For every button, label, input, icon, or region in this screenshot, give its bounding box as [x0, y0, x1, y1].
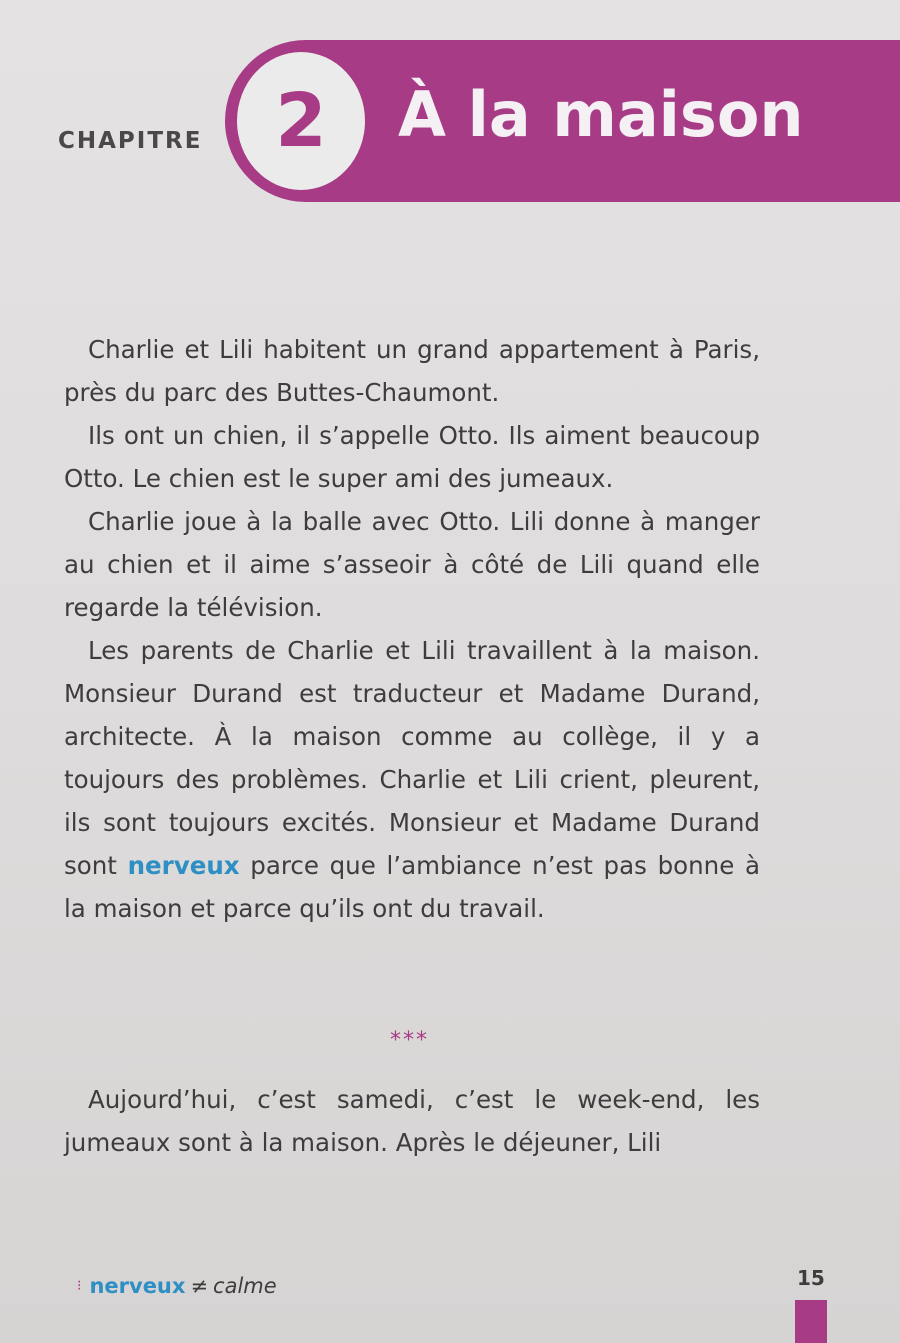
footnote-marker-icon: ⁝	[77, 1278, 82, 1294]
page-number: 15	[797, 1266, 825, 1290]
page-edge-tab	[795, 1300, 827, 1343]
not-equal-symbol: ≠	[190, 1274, 209, 1298]
vocabulary-footnote	[77, 1274, 277, 1298]
footnote-word: nerveux	[89, 1274, 186, 1298]
paragraph-3: Charlie joue à la balle avec Otto. Lili donne à manger au chien et il aime s’asseoir à côté de Lili quand elle regarde la télévision.	[64, 507, 760, 622]
chapter-label: CHAPITRE	[58, 128, 203, 154]
footnote-opposite: calme	[213, 1274, 277, 1298]
paragraph-1: Charlie et Lili habitent un grand appartement à Paris, près du parc des Buttes-Chaumont.	[64, 335, 760, 407]
vocabulary-highlight: nerveux	[127, 851, 240, 880]
body-text-main	[64, 328, 760, 930]
paragraph-4-start: Les parents de Charlie et Lili travaillent à la maison. Monsieur Durand est traducteur et Madame Durand, architecte. À la maison comme au collège, il y a toujours des problèmes. Charlie et Lili crient, pleurent, ils sont toujours excités. Monsieur et Madame Durand sont	[64, 636, 760, 880]
paragraph-4-end: parce que l’ambiance n’est pas bonne à la maison et parce qu’ils ont du travail.	[64, 851, 760, 923]
paragraph-2: Ils ont un chien, il s’appelle Otto. Ils aiment beaucoup Otto. Le chien est le super ami des jumeaux.	[64, 421, 760, 493]
paragraph-5: Aujourd’hui, c’est samedi, c’est le week-end, les jumeaux sont à la maison. Après le déjeuner, Lili	[64, 1085, 760, 1157]
chapter-number: 2	[237, 52, 365, 190]
chapter-title: À la maison	[398, 78, 804, 151]
section-separator: ***	[390, 1028, 429, 1053]
body-text-continued	[64, 1078, 760, 1164]
paragraph-4	[64, 629, 760, 930]
